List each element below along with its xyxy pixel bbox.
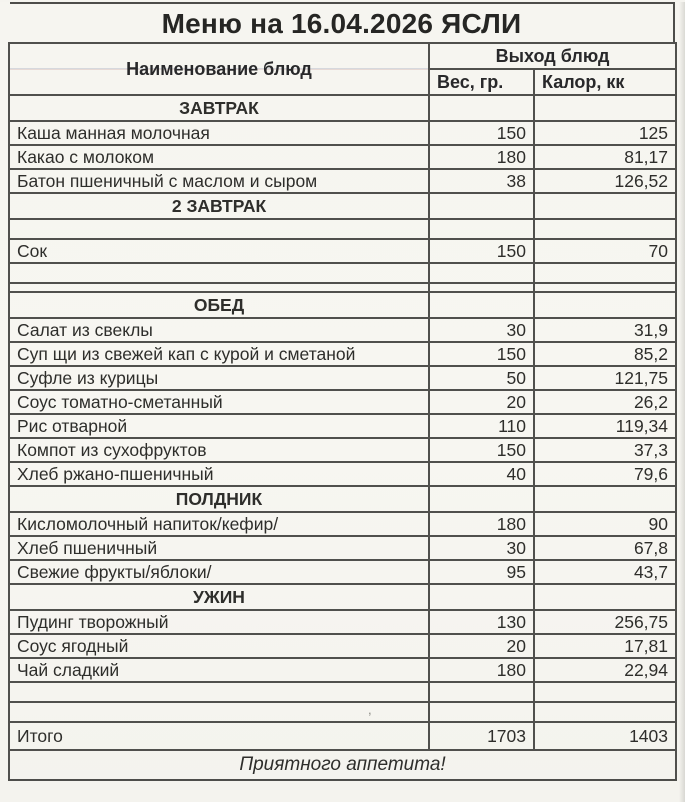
dish-name-cell: Хлеб ржано-пшеничный bbox=[9, 462, 429, 486]
calories-cell: 43,7 bbox=[534, 560, 676, 584]
weight-cell: 150 bbox=[429, 239, 534, 263]
section-title: ПОЛДНИК bbox=[9, 486, 429, 512]
section-row bbox=[9, 584, 676, 610]
page-title: Меню на 16.04.2026 ЯСЛИ bbox=[10, 2, 675, 42]
weight-cell: 180 bbox=[429, 145, 534, 169]
empty-row bbox=[9, 702, 676, 722]
column-header-calories: Калор, кк bbox=[534, 69, 676, 95]
empty-cell bbox=[534, 193, 676, 219]
empty-cell bbox=[429, 292, 534, 318]
column-header-output-group: Выход блюд bbox=[429, 43, 676, 69]
dish-row bbox=[9, 610, 676, 634]
empty-cell bbox=[9, 219, 429, 239]
dish-row bbox=[9, 462, 676, 486]
dish-name-cell: Сок bbox=[9, 239, 429, 263]
dish-name-cell: Рис отварной bbox=[9, 414, 429, 438]
empty-cell bbox=[9, 702, 429, 722]
dish-name-cell: Итого bbox=[9, 722, 429, 750]
menu-table-footer bbox=[9, 750, 676, 780]
dish-row bbox=[9, 145, 676, 169]
total-row bbox=[9, 722, 676, 750]
scan-speck: , bbox=[368, 702, 372, 717]
empty-cell bbox=[534, 292, 676, 318]
weight-cell: 130 bbox=[429, 610, 534, 634]
weight-cell: 30 bbox=[429, 318, 534, 342]
calories-cell: 17,81 bbox=[534, 634, 676, 658]
empty-row bbox=[9, 219, 676, 239]
empty-cell bbox=[534, 95, 676, 121]
weight-cell: 150 bbox=[429, 438, 534, 462]
empty-cell bbox=[429, 702, 534, 722]
weight-cell: 40 bbox=[429, 462, 534, 486]
empty-cell bbox=[429, 263, 534, 283]
dish-name-cell: Салат из свеклы bbox=[9, 318, 429, 342]
empty-cell bbox=[534, 263, 676, 283]
dish-name-cell: Чай сладкий bbox=[9, 658, 429, 682]
empty-cell bbox=[429, 219, 534, 239]
calories-cell: 126,52 bbox=[534, 169, 676, 193]
section-row bbox=[9, 95, 676, 121]
empty-cell bbox=[534, 219, 676, 239]
dish-name-cell: Суфле из курицы bbox=[9, 366, 429, 390]
section-title: ОБЕД bbox=[9, 292, 429, 318]
empty-row bbox=[9, 263, 676, 283]
dish-name-cell: Пудинг творожный bbox=[9, 610, 429, 634]
menu-table bbox=[8, 42, 677, 781]
dish-row bbox=[9, 318, 676, 342]
weight-cell: 1703 bbox=[429, 722, 534, 750]
section-row bbox=[9, 193, 676, 219]
section-title: ЗАВТРАК bbox=[9, 95, 429, 121]
weight-cell: 180 bbox=[429, 512, 534, 536]
weight-cell: 30 bbox=[429, 536, 534, 560]
dish-name-cell: Компот из сухофруктов bbox=[9, 438, 429, 462]
dish-name-cell: Суп щи из свежей кап с курой и сметаной bbox=[9, 342, 429, 366]
footer-row bbox=[9, 750, 676, 780]
dish-row bbox=[9, 438, 676, 462]
empty-cell bbox=[429, 193, 534, 219]
empty-cell bbox=[534, 283, 676, 292]
calories-cell: 81,17 bbox=[534, 145, 676, 169]
calories-cell: 79,6 bbox=[534, 462, 676, 486]
empty-cell bbox=[429, 682, 534, 702]
dish-name-cell: Какао с молоком bbox=[9, 145, 429, 169]
empty-cell bbox=[429, 283, 534, 292]
dish-row bbox=[9, 390, 676, 414]
calories-cell: 90 bbox=[534, 512, 676, 536]
dish-name-cell: Кисломолочный напиток/кефир/ bbox=[9, 512, 429, 536]
dish-name-cell: Каша манная молочная bbox=[9, 121, 429, 145]
dish-name-cell: Хлеб пшеничный bbox=[9, 536, 429, 560]
empty-cell bbox=[534, 682, 676, 702]
dish-name-cell: Соус ягодный bbox=[9, 634, 429, 658]
calories-cell: 85,2 bbox=[534, 342, 676, 366]
dish-name-cell: Свежие фрукты/яблоки/ bbox=[9, 560, 429, 584]
empty-cell bbox=[429, 584, 534, 610]
empty-cell bbox=[534, 584, 676, 610]
empty-cell bbox=[9, 263, 429, 283]
dish-name-cell: Батон пшеничный с маслом и сыром bbox=[9, 169, 429, 193]
menu-table-body bbox=[9, 95, 676, 750]
section-row bbox=[9, 292, 676, 318]
section-title: 2 ЗАВТРАК bbox=[9, 193, 429, 219]
scanned-menu-page bbox=[0, 2, 685, 802]
weight-cell: 50 bbox=[429, 366, 534, 390]
calories-cell: 67,8 bbox=[534, 536, 676, 560]
dish-row bbox=[9, 658, 676, 682]
dish-row bbox=[9, 414, 676, 438]
weight-cell: 180 bbox=[429, 658, 534, 682]
weight-cell: 150 bbox=[429, 342, 534, 366]
weight-cell: 38 bbox=[429, 169, 534, 193]
empty-cell bbox=[534, 702, 676, 722]
column-header-weight: Вес, гр. bbox=[429, 69, 534, 95]
weight-cell: 20 bbox=[429, 390, 534, 414]
empty-row bbox=[9, 283, 676, 292]
dish-row bbox=[9, 634, 676, 658]
weight-cell: 110 bbox=[429, 414, 534, 438]
empty-cell bbox=[9, 682, 429, 702]
menu-table-header bbox=[9, 43, 676, 95]
dish-row bbox=[9, 169, 676, 193]
section-title: УЖИН bbox=[9, 584, 429, 610]
dish-name-cell: Соус томатно-сметанный bbox=[9, 390, 429, 414]
dish-row bbox=[9, 342, 676, 366]
calories-cell: 26,2 bbox=[534, 390, 676, 414]
column-header-dish-name: Наименование блюд bbox=[9, 43, 429, 95]
calories-cell: 37,3 bbox=[534, 438, 676, 462]
dish-row bbox=[9, 512, 676, 536]
dish-row bbox=[9, 239, 676, 263]
calories-cell: 22,94 bbox=[534, 658, 676, 682]
calories-cell: 119,34 bbox=[534, 414, 676, 438]
calories-cell: 125 bbox=[534, 121, 676, 145]
calories-cell: 70 bbox=[534, 239, 676, 263]
empty-cell bbox=[429, 486, 534, 512]
weight-cell: 20 bbox=[429, 634, 534, 658]
calories-cell: 31,9 bbox=[534, 318, 676, 342]
empty-cell bbox=[429, 95, 534, 121]
empty-cell bbox=[534, 486, 676, 512]
dish-row bbox=[9, 121, 676, 145]
empty-cell bbox=[9, 283, 429, 292]
weight-cell: 150 bbox=[429, 121, 534, 145]
calories-cell: 1403 bbox=[534, 722, 676, 750]
dish-row bbox=[9, 536, 676, 560]
bon-appetit-text: Приятного аппетита! bbox=[9, 750, 676, 780]
calories-cell: 256,75 bbox=[534, 610, 676, 634]
weight-cell: 95 bbox=[429, 560, 534, 584]
dish-row bbox=[9, 560, 676, 584]
dish-row bbox=[9, 366, 676, 390]
empty-row bbox=[9, 682, 676, 702]
calories-cell: 121,75 bbox=[534, 366, 676, 390]
section-row bbox=[9, 486, 676, 512]
